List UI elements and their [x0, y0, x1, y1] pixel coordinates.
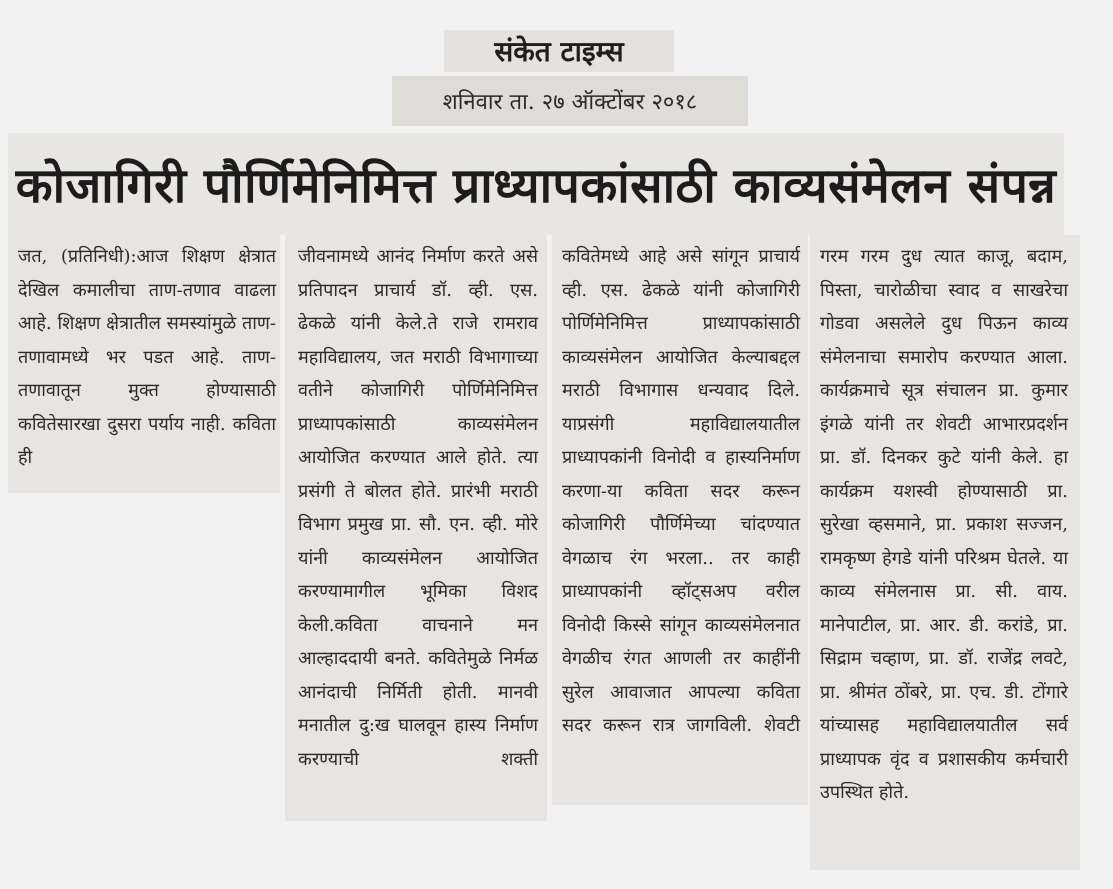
article-headline: कोजागिरी पौर्णिमेनिमित्त प्राध्यापकांसाठी काव्यसंमेलन संपन्न	[15, 157, 1057, 214]
publication-date: शनिवार ता. २७ ऑक्टोंबर २०१८	[442, 90, 698, 115]
headline-clipping	[8, 133, 1064, 235]
masthead-clipping	[444, 30, 674, 72]
article-column-3: कवितेमध्ये आहे असे सांगून प्राचार्य व्ही. एस. ढेकळे यांनी कोजागिरी पोर्णिमेनिमित्त प्राध्यापकांसाठी काव्यसंमेलन आयोजित केल्याबद्दल मराठी विभागास धन्यवाद दिले. याप्रसंगी महाविद्यालयातील प्राध्यापकांनी विनोदी व हास्यनिर्माण करणा-या कविता सदर करून कोजागिरी पौर्णिमेच्या चांदण्यात वेगळाच रंग भरला.. तर काही प्राध्यापकांनी व्हॉट्सअप वरील विनोदी किस्से सांगून काव्यसंमेलनात वेगळीच रंगत आणली तर काहींनी सुरेल आवाजात आपल्या कविता सदर करून रात्र जागविली. शेवटी	[562, 246, 800, 736]
date-clipping	[392, 76, 748, 126]
article-column-4: गरम गरम दुध त्यात काजू, बदाम, पिस्ता, चारोळीचा स्वाद व साखरेचा गोडवा असलेले दुध पिऊन काव्य संमेलनाचा समारोप करण्यात आला. कार्यक्रमाचे सूत्र संचालन प्रा. कुमार इंगळे यांनी तर शेवटी आभारप्रदर्शन प्रा. डॉ. दिनकर कुटे यांनी केले. हा कार्यक्रम यशस्वी होण्यासाठी प्रा. सुरेखा व्हसमाने, प्रा. प्रकाश सज्जन, रामकृष्ण हेगडे यांनी परिश्रम घेतले. या काव्य संमेलनास प्रा. सी. वाय. मानेपाटील, प्रा. आर. डी. करांडे, प्रा. सिद्राम चव्हाण, प्रा. डॉ. राजेंद्र लवटे, प्रा. श्रीमंत ठोंबरे, प्रा. एच. डी. टोंगारे यांच्यासह महाविद्यालयातील सर्व प्राध्यापक वृंद व प्रशासकीय कर्मचारी उपस्थित होते.	[820, 246, 1068, 803]
article-column-2: जीवनामध्ये आनंद निर्माण करते असे प्रतिपादन प्राचार्य डॉ. व्ही. एस. ढेकळे यांनी केले.ते राजे रामराव महाविद्यालय, जत मराठी विभागाच्या वतीने कोजागिरी पोर्णिमेनिमित्त प्राध्यापकांसाठी काव्यसंमेलन आयोजित करण्यात आले होते. त्या प्रसंगी ते बोलत होते. प्रारंभी मराठी विभाग प्रमुख प्रा. सौ. एन. व्ही. मोरे यांनी काव्यसंमेलन आयोजित करण्यामागील भूमिका विशद केली.कविता वाचनाने मन आल्हाददायी बनते. कवितेमुळे निर्मळ आनंदाची निर्मिती होती. मानवी मनातील दु:ख घालवून हास्य निर्माण करण्याची शक्ती	[298, 246, 538, 770]
newspaper-name: संकेत टाइम्स	[494, 35, 624, 68]
article-column-1: जत, (प्रतिनिधी):आज शिक्षण क्षेत्रात देखिल कमालीचा ताण-तणाव वाढला आहे. शिक्षण क्षेत्रातील समस्यांमुळे ताण-तणावामध्ये भर पडत आहे. ताण-तणावातून मुक्त होण्यासाठी कवितेसारखा दुसरा पर्याय नाही. कविता ही	[18, 246, 276, 468]
